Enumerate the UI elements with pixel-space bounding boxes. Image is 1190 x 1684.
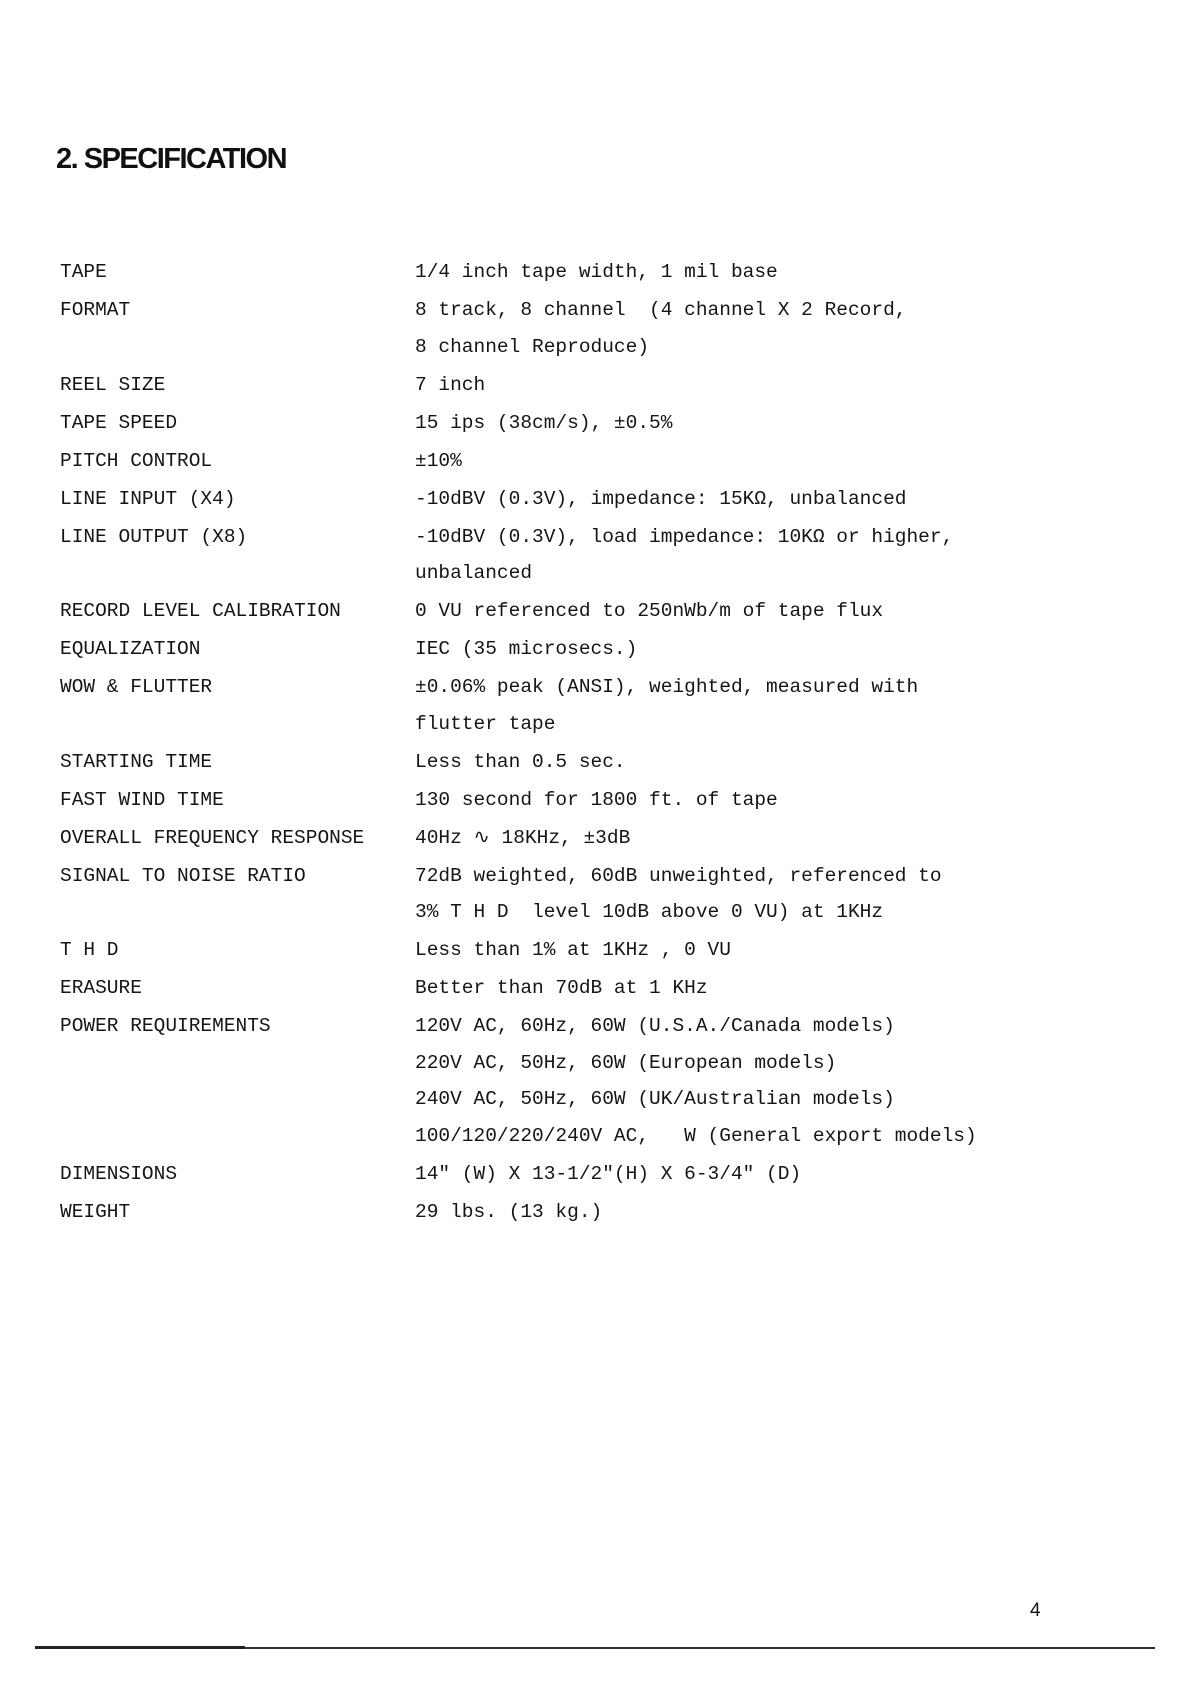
page-number: 4 [1030, 1600, 1041, 1621]
spec-value-line: ±10% [415, 449, 462, 472]
spec-values [415, 820, 1040, 857]
spec-values [415, 405, 1040, 442]
spec-row [60, 519, 1040, 592]
spec-row [60, 367, 1040, 404]
spec-label: TAPE [60, 261, 107, 283]
spec-values [415, 744, 1040, 781]
spec-row [60, 1156, 1040, 1193]
spec-values [415, 367, 1040, 404]
spec-label: REEL SIZE [60, 373, 166, 396]
spec-label: ERASURE [60, 977, 142, 1000]
footer-rule [245, 1647, 1155, 1649]
spec-label: EQUALIZATION [60, 638, 201, 661]
spec-value-line: 1/4 inch tape width, 1 mil base [415, 261, 778, 283]
spec-values [415, 519, 1040, 592]
spec-value-line: 29 lbs. (13 kg.) [415, 1200, 603, 1223]
spec-label: FORMAT [60, 298, 131, 321]
spec-row [60, 1194, 1040, 1231]
spec-values [415, 481, 1040, 518]
spec-value-line: 120V AC, 60Hz, 60W (U.S.A./Canada models) [415, 1015, 895, 1038]
spec-row [60, 858, 1040, 931]
spec-label: OVERALL FREQUENCY RESPONSE [60, 826, 365, 849]
spec-value-line: 7 inch [415, 373, 486, 396]
spec-label: POWER REQUIREMENTS [60, 1015, 271, 1038]
spec-value-line: unbalanced [415, 562, 533, 585]
spec-row [60, 254, 1040, 291]
spec-value-line: 240V AC, 50Hz, 60W (UK/Australian models) [415, 1088, 895, 1111]
spec-row [60, 669, 1040, 742]
spec-values [415, 593, 1040, 630]
spec-values [415, 1156, 1040, 1193]
spec-values [415, 970, 1040, 1007]
spec-values [415, 443, 1040, 480]
spec-row [60, 1008, 1040, 1154]
spec-value-line: -10dBV (0.3V), load impedance: 10KΩ or higher, [415, 525, 954, 548]
spec-value-line: 0 VU referenced to 250nWb/m of tape flux [415, 600, 884, 623]
section-title: 2. SPECIFICATION [56, 143, 287, 175]
spec-label: WEIGHT [60, 1200, 131, 1223]
spec-row [60, 932, 1040, 969]
spec-value-line: 15 ips (38cm/s), ±0.5% [415, 411, 673, 434]
spec-values [415, 1194, 1040, 1231]
footer-rule-thick [35, 1646, 245, 1649]
spec-row [60, 782, 1040, 819]
spec-label: STARTING TIME [60, 750, 213, 773]
spec-row [60, 631, 1040, 668]
spec-value-line: ±0.06% peak (ANSI), weighted, measured with [415, 676, 919, 699]
spec-label: LINE INPUT (X4) [60, 487, 236, 510]
spec-row [60, 744, 1040, 781]
spec-values [415, 858, 1040, 931]
spec-value-line: 3% T H D level 10dB above 0 VU) at 1KHz [415, 901, 884, 924]
spec-table [60, 254, 1040, 1232]
spec-row [60, 405, 1040, 442]
spec-label: FAST WIND TIME [60, 788, 224, 811]
spec-values [415, 254, 1040, 291]
spec-label: RECORD LEVEL CALIBRATION [60, 600, 341, 623]
spec-values [415, 631, 1040, 668]
spec-values [415, 782, 1040, 819]
spec-value-line: Less than 1% at 1KHz , 0 VU [415, 939, 731, 962]
spec-label: T H D [60, 939, 119, 962]
spec-row [60, 593, 1040, 630]
spec-value-line: 14" (W) X 13-1/2"(H) X 6-3/4" (D) [415, 1162, 802, 1185]
spec-row [60, 481, 1040, 518]
spec-value-line: 8 track, 8 channel (4 channel X 2 Record, [415, 298, 907, 321]
spec-value-line: IEC (35 microsecs.) [415, 638, 638, 661]
spec-value-line: 100/120/220/240V AC, W (General export models) [415, 1124, 977, 1147]
spec-value-line: flutter tape [415, 712, 556, 735]
spec-label: SIGNAL TO NOISE RATIO [60, 864, 306, 887]
spec-value-line: 220V AC, 50Hz, 60W (European models) [415, 1051, 837, 1074]
spec-row [60, 970, 1040, 1007]
spec-values [415, 292, 1040, 365]
spec-label: DIMENSIONS [60, 1162, 178, 1185]
spec-label: TAPE SPEED [60, 411, 178, 434]
spec-label: PITCH CONTROL [60, 449, 213, 472]
spec-value-line: Better than 70dB at 1 KHz [415, 977, 708, 1000]
spec-values [415, 669, 1040, 742]
spec-value-line: 8 channel Reproduce) [415, 335, 650, 358]
spec-value-line: 72dB weighted, 60dB unweighted, referenced to [415, 864, 942, 887]
spec-label: WOW & FLUTTER [60, 676, 213, 699]
spec-row [60, 443, 1040, 480]
spec-values [415, 932, 1040, 969]
spec-label: LINE OUTPUT (X8) [60, 525, 248, 548]
spec-value-line: 130 second for 1800 ft. of tape [415, 788, 778, 811]
spec-row [60, 292, 1040, 365]
spec-value-line: -10dBV (0.3V), impedance: 15KΩ, unbalanced [415, 487, 907, 510]
spec-row [60, 820, 1040, 857]
spec-values [415, 1008, 1040, 1154]
spec-value-line: Less than 0.5 sec. [415, 750, 626, 773]
spec-value-line: 40Hz ∿ 18KHz, ±3dB [415, 826, 631, 849]
